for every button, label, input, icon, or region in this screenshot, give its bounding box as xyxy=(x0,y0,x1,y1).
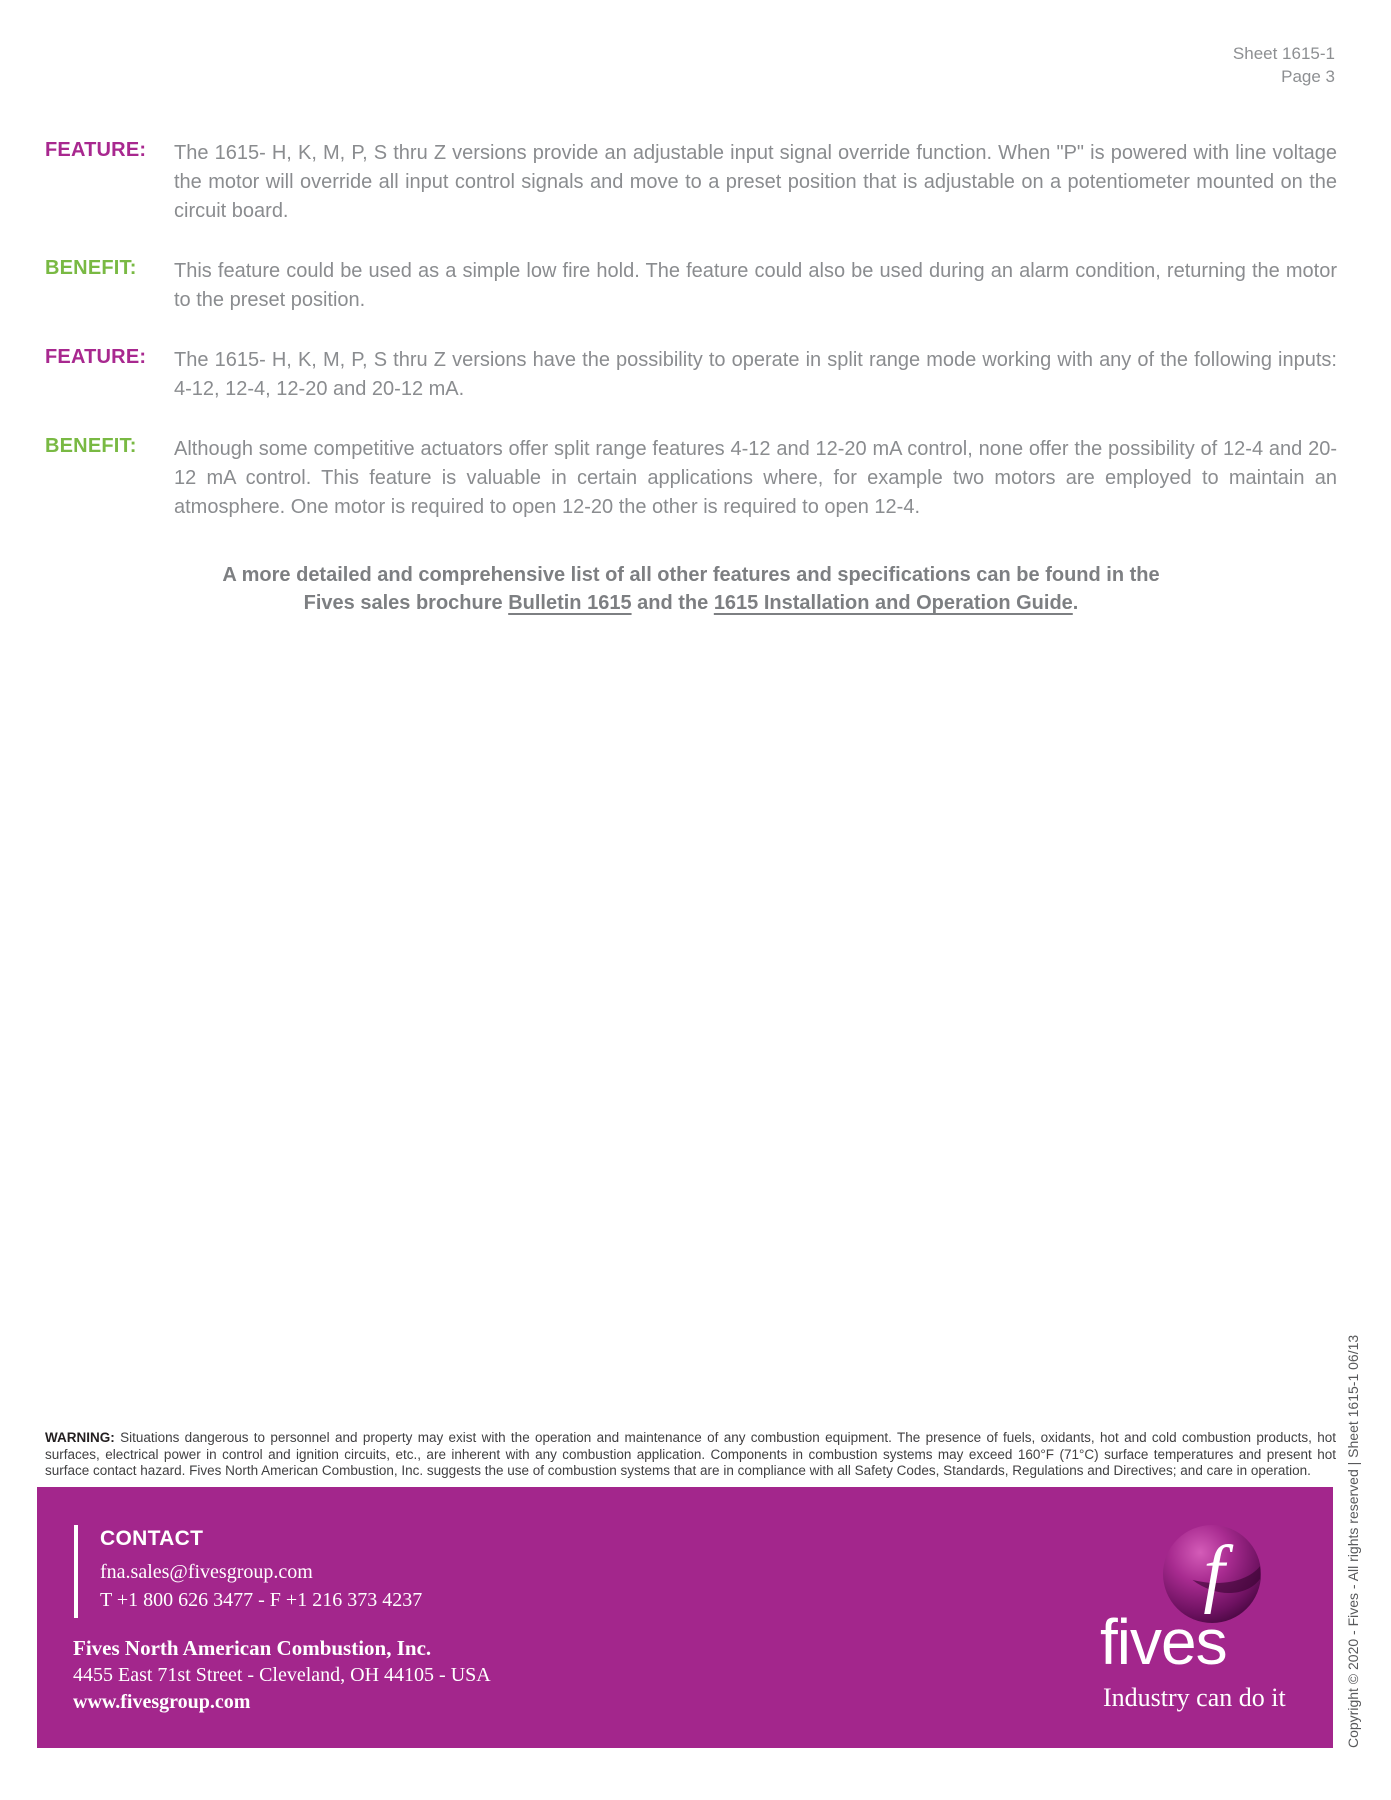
contact-email[interactable]: fna.sales@fivesgroup.com xyxy=(100,1561,313,1583)
installation-guide-link[interactable]: 1615 Installation and Operation Guide xyxy=(713,592,1073,614)
closing-statement xyxy=(45,561,1337,617)
fives-tagline: Industry can do it xyxy=(1103,1683,1286,1712)
feature-text: The 1615- H, K, M, P, S thru Z versions have the possibility to operate in split range mode working with any of the following inputs: 4-12, 12-4, 12-20 and 20-12 mA. xyxy=(174,349,1337,400)
feature-text: The 1615- H, K, M, P, S thru Z versions provide an adjustable input signal override function. When "P" is powered with line voltage the motor will override all input control signals and move to a preset position that is adjustable on a potentiometer mounted on the circuit board. xyxy=(174,142,1337,222)
logo-f-glyph: f xyxy=(1203,1529,1225,1615)
benefit-text: Although some competitive actuators offer split range features 4-12 and 12-20 mA control, none offer the possibility of 12-4 and 20-12 mA control. This feature is valuable in certain applications where, for example two motors are employed to maintain an atmosphere. One motor is required to open 12-20 the other is required to open 12-4. xyxy=(174,438,1337,518)
benefit-label: BENEFIT: xyxy=(45,257,137,279)
company-name: Fives North American Combustion, Inc. xyxy=(73,1636,432,1660)
bulletin-1615-link[interactable]: Bulletin 1615 xyxy=(508,592,632,614)
footer-banner xyxy=(37,1487,1333,1748)
benefit-text: This feature could be used as a simple low fire hold. The feature could also be used during an alarm condition, returning the motor to the preset position. xyxy=(174,260,1337,311)
website-link[interactable]: www.fivesgroup.com xyxy=(73,1691,251,1713)
page-number: Page 3 xyxy=(1281,67,1335,86)
copyright-sidebar: Copyright © 2020 - Fives - All rights reserved | Sheet 1615-1 06/13 xyxy=(1345,1334,1361,1748)
contact-phone-fax: T +1 800 626 3477 - F +1 216 373 4237 xyxy=(100,1589,423,1611)
feature-label: FEATURE: xyxy=(45,346,147,368)
sheet-reference: Sheet 1615-1 xyxy=(1232,44,1335,63)
feature-row-1 xyxy=(45,139,1337,226)
warning-text: Situations dangerous to personnel and property may exist with the operation and maintenance of any combustion equipment. The presence of fuels, oxidants, hot and cold combustion products, hot surfaces, electrical power in control and ignition circuits, etc., are inherent with any combustion application. Components in combustion systems may exceed 160°F (71°C) surface temperatures and present hot surface contact hazard. Fives North American Combustion, Inc. suggests the use of combustion systems that are in compliance with all Safety Codes, Standards, Regulations and Directives; and care in operation. xyxy=(45,1430,1336,1478)
closing-text: . xyxy=(1072,592,1079,614)
closing-text: Fives sales brochure xyxy=(303,592,509,614)
benefit-row-2 xyxy=(45,435,1337,522)
warning-notice xyxy=(45,1430,1336,1480)
company-block xyxy=(73,1635,491,1716)
warning-label: WARNING: xyxy=(45,1430,115,1445)
contact-heading: CONTACT xyxy=(100,1527,204,1550)
company-address: 4455 East 71st Street - Cleveland, OH 44105 - USA xyxy=(73,1664,491,1686)
benefit-label: BENEFIT: xyxy=(45,435,137,457)
contact-block xyxy=(74,1525,422,1618)
closing-text: and the xyxy=(631,592,714,614)
benefit-row-1 xyxy=(45,257,1337,315)
feature-benefit-list xyxy=(45,139,1337,617)
closing-line-1: A more detailed and comprehensive list of all other features and specifications can be found in the xyxy=(222,564,1160,586)
fives-wordmark: fives xyxy=(1100,1606,1227,1678)
closing-line-2 xyxy=(45,589,1337,617)
feature-row-2 xyxy=(45,346,1337,404)
page-header xyxy=(1233,42,1335,88)
feature-label: FEATURE: xyxy=(45,139,147,161)
